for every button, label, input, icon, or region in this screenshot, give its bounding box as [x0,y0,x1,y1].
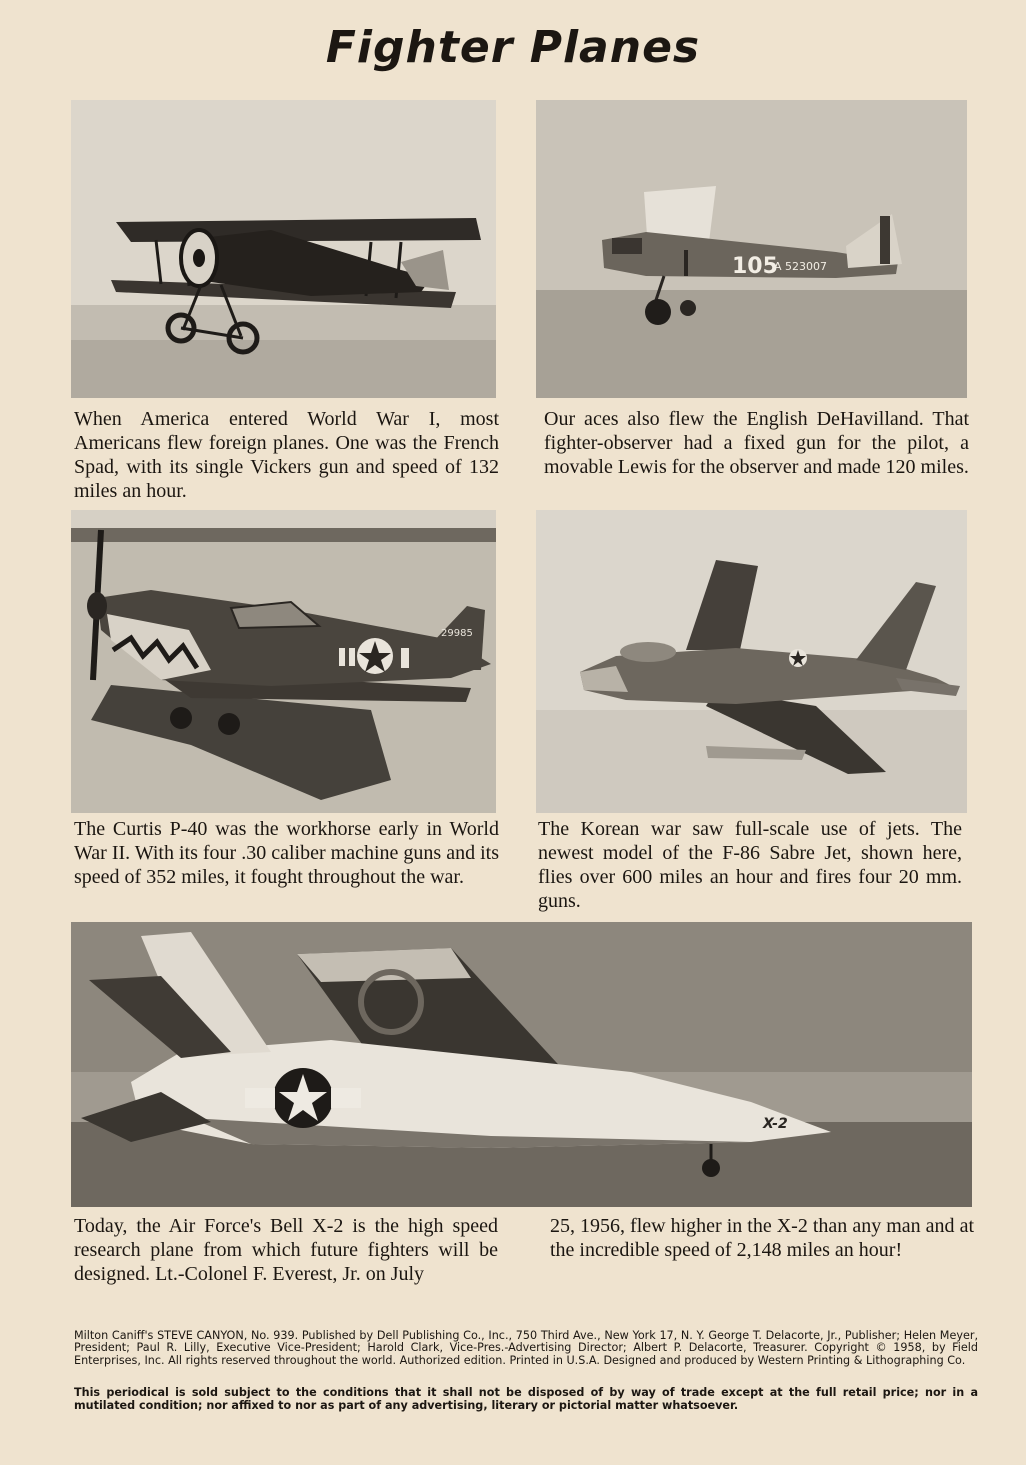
sale-conditions-notice: This periodical is sold subject to the conditions that it shall not be disposed of by way of trade except at the full retail price; nor in a mutilated condition; nor affixed to nor as part of any advertising, literary or pictorial matter whatsoever. [74,1386,978,1412]
sabre-caption: The Korean war saw full-scale use of jets. The newest model of the F-86 Sabre Jet, shown here, flies over 600 miles an hour and fires four 20 mm. guns. [538,818,962,912]
page-title: Fighter Planes [325,22,701,73]
publication-colophon: Milton Caniff's STEVE CANYON, No. 939. Published by Dell Publishing Co., Inc., 750 Third Ave., New York 17, N. Y. George T. Delacorte, Jr., Publisher; Helen Meyer, President; Paul R. Lilly, Executive Vice-President; Harold Clark, Vice-Pres.-Advertising Director; Albert P. Delacorte, Treasurer. Copyright © 1958, by Field Enterprises, Inc. All rights reserved throughout the world. Authorized edition. Printed in U.S.A. Designed and produced by Western Printing & Lithographing Co. [74,1329,978,1367]
p40-caption: The Curtis P-40 was the workhorse early in World War II. With its four .30 caliber machine guns and its speed of 352 miles, it fought throughout the war. [74,818,499,888]
x2-caption-right: 25, 1956, flew higher in the X-2 than any man and at the incredible speed of 2,148 miles an hour! [550,1215,974,1261]
x2-nose-marking: X-2 [763,1116,788,1132]
spad-photo [71,100,496,398]
sabre-photo [536,510,967,813]
dehavilland-caption: Our aces also flew the English DeHavilland. That fighter-observer had a fixed gun for the pilot, a movable Lewis for the observer and made 120 miles. [544,408,969,478]
p40-photo [71,510,496,813]
dehavilland-serial: A 523007 [774,260,828,273]
spad-caption: When America entered World War I, most Americans flew foreign planes. One was the French Spad, with its single Vickers gun and speed of 132 miles an hour. [74,408,499,502]
x2-photo [71,922,972,1207]
dehavilland-number: 105 [732,254,778,279]
x2-caption-left: Today, the Air Force's Bell X-2 is the high speed research plane from which future fighters will be designed. Lt.-Colonel F. Everest, Jr. on July [74,1215,498,1285]
dehavilland-photo [536,100,967,398]
p40-tail-number: 29985 [441,628,473,639]
